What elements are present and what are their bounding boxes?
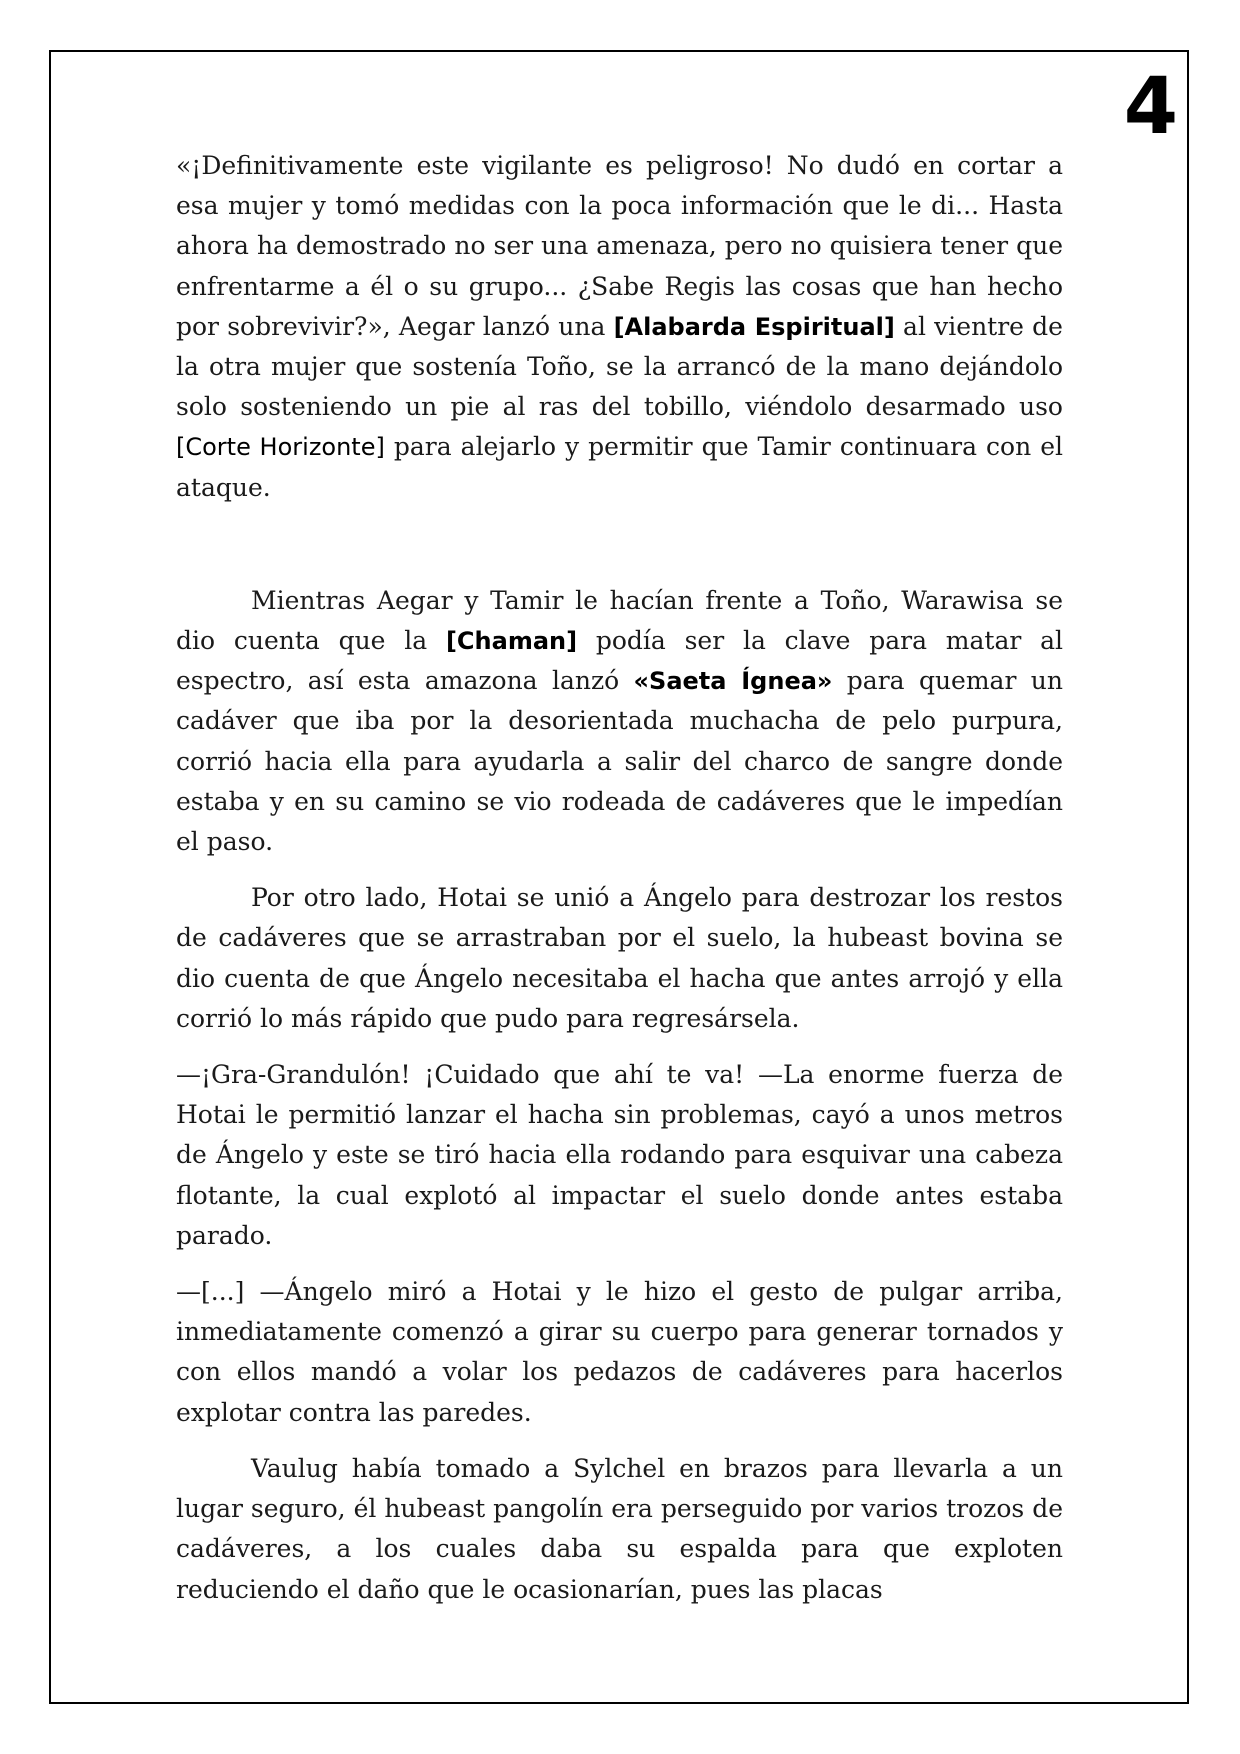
paragraph-text: para alejarlo y permitir que Tamir continuara con el ataque.	[176, 432, 1063, 502]
paragraph-3: Por otro lado, Hotai se unió a Ángelo para destrozar los restos de cadáveres que se arrastraban por el suelo, la hubeast bovina se dio cuenta de que Ángelo necesitaba el hacha que antes arrojó y ella corrió lo más rápido que pudo para regresársela.	[176, 883, 1063, 1033]
skill-term: [Corte Horizonte]	[176, 433, 385, 462]
paragraph-6: Vaulug había tomado a Sylchel en brazos para llevarla a un lugar seguro, él hubeast pangolín era perseguido por varios trozos de cadáveres, a los cuales daba su espalda para que exploten reduciendo el daño que le ocasionarían, pues las placas	[176, 1453, 1063, 1604]
text-body	[176, 146, 1063, 1626]
spell-term: «Saeta Ígnea»	[633, 667, 833, 696]
paragraph-text: al vientre de la otra mujer que sostenía Toño, se la arrancó de la mano dejándolo solo sosteniendo un pie al ras del tobillo, viéndolo desarmado uso	[176, 311, 1063, 422]
page-number: 4	[1123, 62, 1178, 152]
class-term: [Chaman]	[445, 627, 578, 656]
paragraph-text: «¡Definitivamente este vigilante es peligroso! No dudó en cortar a esa mujer y tomó medidas con la poca información que le di... Hasta ahora ha demostrado no ser una amenaza, pero no quisiera tener que enfrentarme a él o su grupo... ¿Sabe Regis las cosas que han hecho por sobrevivir?», Aegar lanzó una	[176, 151, 1063, 341]
paragraph-4: —¡Gra-Grandulón! ¡Cuidado que ahí te va! —La enorme fuerza de Hotai le permitió lanzar el hacha sin problemas, cayó a unos metros de Ángelo y este se tiró hacia ella rodando para esquivar una cabeza flotante, la cual explotó al impactar el suelo donde antes estaba parado.	[176, 1060, 1063, 1250]
paragraph-text: podía ser la clave para matar al espectro, así esta amazona lanzó	[176, 626, 1064, 696]
paragraph-2	[176, 581, 1063, 862]
paragraph-text: para quemar un cadáver que iba por la desorientada muchacha de pelo purpura, corrió hacia ella para ayudarla a salir del charco de sangre donde estaba y en su camino se vio rodeada de cadáveres que le impedían el paso.	[176, 666, 1063, 857]
paragraph-text: Mientras Aegar y Tamir le hacían frente a Toño, Warawisa se dio cuenta que la	[176, 585, 1063, 656]
paragraph-5: —[...] —Ángelo miró a Hotai y le hizo el gesto de pulgar arriba, inmediatamente comenzó a girar su cuerpo para generar tornados y con ellos mandó a volar los pedazos de cadáveres para hacerlos explotar contra las paredes.	[176, 1277, 1063, 1427]
skill-term: [Alabarda Espiritual]	[613, 312, 895, 341]
paragraph-1	[176, 146, 1063, 508]
